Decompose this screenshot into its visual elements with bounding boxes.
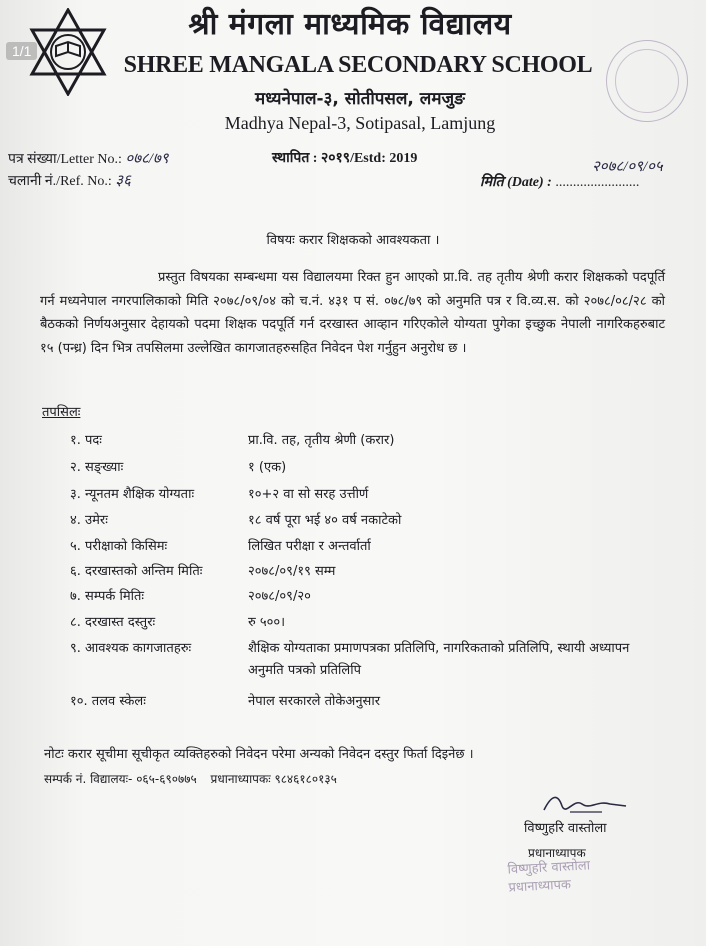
established-year: स्थापित : २०१९/Estd: 2019 <box>272 151 418 166</box>
detail-label: ३. न्यूनतम शैक्षिक योग्यताः <box>70 487 195 502</box>
date-label: मिति (Date) : <box>480 175 552 190</box>
school-name-english: SHREE MANGALA SECONDARY SCHOOL <box>123 52 593 78</box>
detail-label: २. सङ्ख्याः <box>70 460 124 475</box>
school-name-nepali: श्री मंगला माध्यमिक विद्यालय <box>188 7 512 42</box>
date-value: २०७८/०९/०५ <box>592 159 663 175</box>
detail-label: ४. उमेरः <box>70 513 108 528</box>
official-stamp <box>507 854 647 897</box>
detail-label: ८. दरखास्त दस्तुरः <box>70 615 156 630</box>
signatory-name: विष्णुहरि वास्तोला <box>524 821 607 836</box>
detail-label: १०. तलव स्केलः <box>70 694 146 709</box>
detail-value: प्रा.वि. तह, तृतीय श्रेणी (करार) <box>248 433 395 448</box>
page-counter: 1/1 <box>6 42 37 60</box>
ref-no-label: चलानी नं./Ref. No.: <box>8 174 112 189</box>
address-english: Madhya Nepal-3, Sotipasal, Lamjung <box>224 113 496 133</box>
notice-body <box>40 266 665 360</box>
principal-phone: प्रधानाध्यापकः ९८४६१८०१३५ <box>210 772 337 786</box>
detail-label: ६. दरखास्तको अन्तिम मितिः <box>70 564 203 579</box>
detail-label: १. पदः <box>70 433 102 448</box>
school-emblem-icon <box>28 8 108 96</box>
stamp-title: प्रधानाध्यापक <box>508 877 572 896</box>
detail-label: ७. सम्पर्क मितिः <box>70 589 145 604</box>
detail-value: शैक्षिक योग्यताका प्रमाणपत्रका प्रतिलिपि, नागरिकताको प्रतिलिपि, स्थायी अध्यापन अनुमति पत्रको प्रतिलिपि <box>248 641 630 678</box>
detail-label: ९. आवश्यक कागजातहरुः <box>70 641 192 656</box>
letter-no-label: पत्र संख्या/Letter No.: <box>8 152 122 167</box>
subject-line: विषयः करार शिक्षकको आवश्यकता । <box>266 233 440 248</box>
date-field <box>480 172 639 191</box>
date-dots: ........................ <box>555 175 640 190</box>
signatory-title: प्रधानाध्यापक <box>528 846 586 860</box>
detail-value: १ (एक) <box>248 460 287 475</box>
detail-value: रु ५००। <box>248 615 286 630</box>
body-paragraph: प्रस्तुत विषयका सम्बन्धमा यस विद्यालयमा रिक्त हुन आएको प्रा.वि. तह तृतीय श्रेणी करार शिक्षकको पदपूर्ति गर्न मध्यनेपाल नगरपालिकाको मिति २०७८/०९/०४ को च.नं. ४३१ प सं. ०७८/७९ को अनुमति पत्र र वि.व्य.स. को २०७८/०८/२८ को बैठकको निर्णयअनुसार देहायको पदमा शिक्षक पदपूर्ति गर्न दरखास्त आव्हान गरिएकोले योग्यता पुगेका इच्छुक नेपाली नागरिकहरुबाट १५ (पन्ध्र) दिन भित्र तपसिलमा उल्लेखित कागजातहरुसहित निवेदन पेश गर्नुहुन अनुरोध छ । <box>40 270 665 356</box>
letter-no-value: ०७८/७९ <box>125 151 169 167</box>
detail-value: २०७८/०९/१९ सम्म <box>248 564 336 579</box>
reference-number <box>8 170 131 190</box>
note-line: नोटः करार सूचीमा सूचीकृत व्यक्तिहरुको निवेदन परेमा अन्यको निवेदन दस्तुर फिर्ता दिइनेछ । <box>44 747 474 762</box>
detail-value: १८ वर्ष पूरा भई ४० वर्ष नकाटेको <box>248 513 402 528</box>
school-seal <box>606 40 688 122</box>
contact-line <box>44 770 684 787</box>
detail-value: २०७८/०९/२० <box>248 589 311 604</box>
detail-value: १०+२ वा सो सरह उत्तीर्ण <box>248 487 369 502</box>
details-heading: तपसिलः <box>42 405 81 420</box>
stamp-name: विष्णुहरि वास्तोला <box>507 858 591 878</box>
ref-no-value: ३६ <box>115 173 131 189</box>
detail-value: लिखित परीक्षा र अन्तर्वार्ता <box>248 539 371 554</box>
signature-mark <box>540 790 630 820</box>
detail-value: नेपाल सरकारले तोकेअनुसार <box>248 694 381 709</box>
letter-number <box>8 148 169 168</box>
address-nepali: मध्यनेपाल-३, सोतीपसल, लमजुङ <box>255 89 465 109</box>
school-phone: सम्पर्क नं. विद्यालयः- ०६५-६९०७७५ <box>44 772 197 786</box>
detail-label: ५. परीक्षाको किसिमः <box>70 539 168 554</box>
